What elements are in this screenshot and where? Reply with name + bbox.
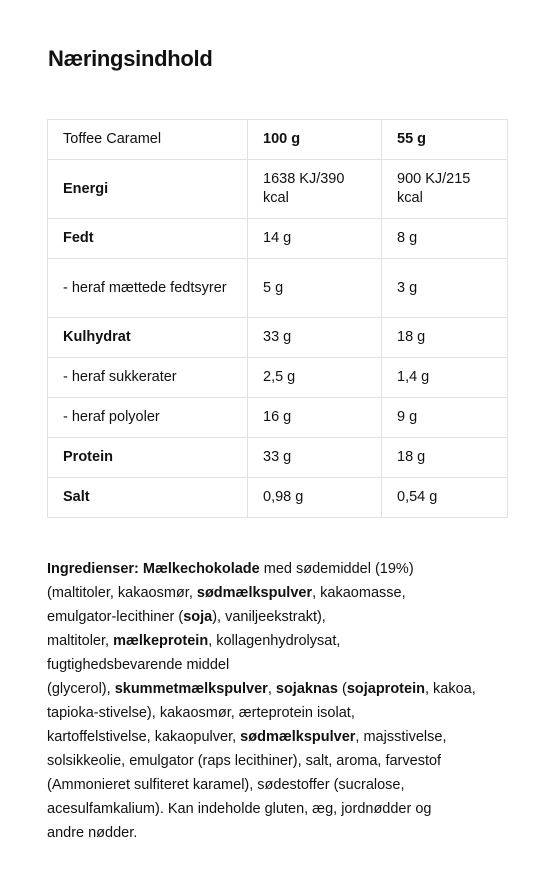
- value-100g: 16 g: [248, 398, 382, 438]
- table-row: [48, 358, 508, 398]
- ingredient-bold: Ingredienser: Mælkechokolade: [47, 561, 260, 577]
- ingredient-text: fugtighedsbevarende middel: [47, 657, 230, 673]
- ingredient-text: , kollagenhydrolysat,: [208, 633, 341, 649]
- table-row: [48, 219, 508, 259]
- ingredient-text: andre nødder.: [47, 825, 138, 841]
- value-55g: 900 KJ/215 kcal: [382, 160, 508, 219]
- ingredient-bold: sødmælkspulver: [240, 729, 356, 745]
- page-title: Næringsindhold: [48, 46, 213, 71]
- ingredients-line: [47, 557, 517, 581]
- ingredients-line: [47, 749, 517, 773]
- ingredients-line: [47, 701, 517, 725]
- ingredients-line: [47, 653, 517, 677]
- value-55g: 18 g: [382, 318, 508, 358]
- value-100g: 33 g: [248, 318, 382, 358]
- value-100g: 0,98 g: [248, 478, 382, 518]
- table-row: [48, 318, 508, 358]
- ingredients-line: [47, 605, 517, 629]
- value-100g: 1638 KJ/390 kcal: [248, 160, 382, 219]
- table-row: [48, 438, 508, 478]
- ingredient-bold: sødmælkspulver: [196, 585, 313, 601]
- ingredients-line: [47, 797, 517, 821]
- nutrient-label: - heraf polyoler: [48, 398, 248, 438]
- ingredient-text: (: [337, 681, 347, 697]
- ingredients-text: [47, 557, 517, 845]
- ingredient-text: emulgator-lecithiner (: [47, 609, 184, 625]
- ingredients-line: [47, 821, 517, 845]
- nutrient-label: Protein: [48, 438, 248, 478]
- table-header-row: [48, 120, 508, 160]
- ingredient-text: ), vaniljeekstrakt),: [212, 609, 326, 625]
- ingredient-bold: sojaprotein: [346, 681, 425, 697]
- ingredient-text: solsikkeolie, emulgator (raps lecithiner), salt, aroma, farvestof: [47, 753, 442, 769]
- ingredients-line: [47, 773, 517, 797]
- ingredient-text: , majsstivelse,: [355, 729, 447, 745]
- ingredient-bold: skummetmælkspulver: [114, 681, 268, 697]
- value-100g: 33 g: [248, 438, 382, 478]
- table-row: [48, 478, 508, 518]
- header-product: Toffee Caramel: [48, 120, 248, 160]
- header-100g: 100 g: [248, 120, 382, 160]
- ingredient-bold: soja: [183, 609, 213, 625]
- nutrient-label: Kulhydrat: [48, 318, 248, 358]
- value-100g: 2,5 g: [248, 358, 382, 398]
- ingredient-text: , kakaomasse,: [312, 585, 406, 601]
- nutrient-label: Fedt: [48, 219, 248, 259]
- nutrient-label: Salt: [48, 478, 248, 518]
- ingredient-text: ,: [267, 681, 276, 697]
- ingredient-bold: mælkeprotein: [113, 633, 209, 649]
- table-row: [48, 259, 508, 318]
- ingredient-text: (glycerol),: [47, 681, 115, 697]
- value-55g: 0,54 g: [382, 478, 508, 518]
- ingredients-line: [47, 725, 517, 749]
- ingredients-line: [47, 581, 517, 605]
- ingredients-line: [47, 629, 517, 653]
- value-100g: 5 g: [248, 259, 382, 318]
- table-row: [48, 160, 508, 219]
- ingredients-line: [47, 677, 517, 701]
- ingredient-bold: sojaknas: [275, 681, 338, 697]
- header-55g: 55 g: [382, 120, 508, 160]
- value-55g: 3 g: [382, 259, 508, 318]
- nutrient-label: Energi: [48, 160, 248, 219]
- ingredient-text: (Ammonieret sulfiteret karamel), sødestoffer (sucralose,: [47, 777, 405, 793]
- value-55g: 18 g: [382, 438, 508, 478]
- ingredient-text: med sødemiddel (19%): [259, 561, 414, 577]
- value-100g: 14 g: [248, 219, 382, 259]
- value-55g: 9 g: [382, 398, 508, 438]
- ingredient-text: acesulfamkalium). Kan indeholde gluten, æg, jordnødder og: [47, 801, 432, 817]
- table-row: [48, 398, 508, 438]
- nutrient-label: - heraf sukkerater: [48, 358, 248, 398]
- nutrition-table: [47, 119, 508, 518]
- nutrient-label: - heraf mættede fedtsyrer: [48, 259, 248, 318]
- ingredient-text: , kakoa,: [424, 681, 476, 697]
- ingredient-text: kartoffelstivelse, kakaopulver,: [47, 729, 241, 745]
- ingredient-text: tapioka-stivelse), kakaosmør, ærteprotein isolat,: [47, 705, 355, 721]
- ingredient-text: maltitoler,: [47, 633, 114, 649]
- value-55g: 1,4 g: [382, 358, 508, 398]
- ingredient-text: (maltitoler, kakaosmør,: [47, 585, 197, 601]
- value-55g: 8 g: [382, 219, 508, 259]
